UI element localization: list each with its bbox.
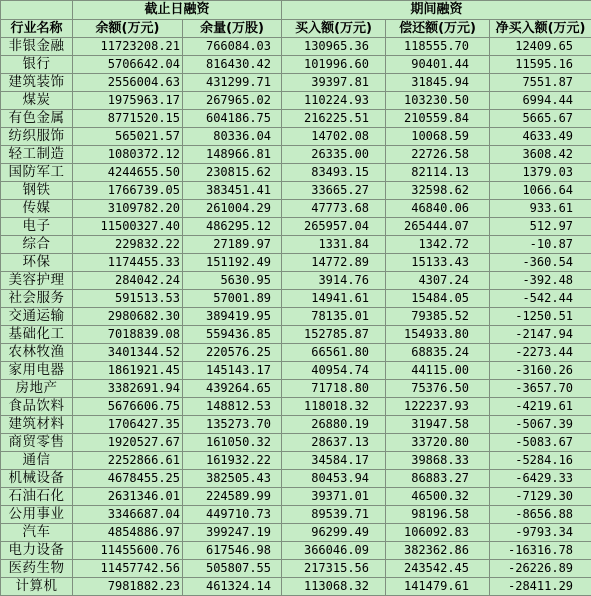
balance-cell: 229832.22 xyxy=(73,236,183,254)
group-header-period: 期间融资 xyxy=(282,1,591,20)
volume-cell: 766084.03 xyxy=(183,38,282,56)
repay-cell: 15133.43 xyxy=(386,254,490,272)
repay-cell: 118555.70 xyxy=(386,38,490,56)
table-row xyxy=(1,92,591,110)
repay-cell: 31947.58 xyxy=(386,416,490,434)
industry-name: 银行 xyxy=(1,56,73,74)
repay-cell: 103230.50 xyxy=(386,92,490,110)
buy-cell: 26335.00 xyxy=(282,146,386,164)
repay-cell: 90401.44 xyxy=(386,56,490,74)
net-buy-cell: 6994.44 xyxy=(490,92,591,110)
balance-cell: 1174455.33 xyxy=(73,254,183,272)
volume-cell: 161050.32 xyxy=(183,434,282,452)
column-header-repay: 偿还额(万元) xyxy=(386,20,490,38)
repay-cell: 86883.27 xyxy=(386,470,490,488)
net-buy-cell: -28411.29 xyxy=(490,578,591,596)
buy-cell: 14941.61 xyxy=(282,290,386,308)
net-buy-cell: -5083.67 xyxy=(490,434,591,452)
table-row xyxy=(1,200,591,218)
volume-cell: 439264.65 xyxy=(183,380,282,398)
volume-cell: 267965.02 xyxy=(183,92,282,110)
balance-cell: 3382691.94 xyxy=(73,380,183,398)
balance-cell: 2556004.63 xyxy=(73,74,183,92)
buy-cell: 113068.32 xyxy=(282,578,386,596)
industry-name: 轻工制造 xyxy=(1,146,73,164)
volume-cell: 5630.95 xyxy=(183,272,282,290)
net-buy-cell: -2147.94 xyxy=(490,326,591,344)
balance-cell: 1706427.35 xyxy=(73,416,183,434)
industry-name: 房地产 xyxy=(1,380,73,398)
column-header-net-buy: 净买入额(万元) xyxy=(490,20,591,38)
table-row xyxy=(1,452,591,470)
industry-name: 国防军工 xyxy=(1,164,73,182)
repay-cell: 382362.86 xyxy=(386,542,490,560)
net-buy-cell: -2273.44 xyxy=(490,344,591,362)
table-row xyxy=(1,398,591,416)
net-buy-cell: -392.48 xyxy=(490,272,591,290)
table-row xyxy=(1,182,591,200)
buy-cell: 118018.32 xyxy=(282,398,386,416)
repay-cell: 243542.45 xyxy=(386,560,490,578)
balance-cell: 4854886.97 xyxy=(73,524,183,542)
volume-cell: 220576.25 xyxy=(183,344,282,362)
repay-cell: 15484.05 xyxy=(386,290,490,308)
volume-cell: 27189.97 xyxy=(183,236,282,254)
balance-cell: 1861921.45 xyxy=(73,362,183,380)
buy-cell: 80453.94 xyxy=(282,470,386,488)
volume-cell: 559436.85 xyxy=(183,326,282,344)
repay-cell: 32598.62 xyxy=(386,182,490,200)
table-row xyxy=(1,164,591,182)
volume-cell: 617546.98 xyxy=(183,542,282,560)
buy-cell: 39397.81 xyxy=(282,74,386,92)
volume-cell: 145143.17 xyxy=(183,362,282,380)
industry-name: 电力设备 xyxy=(1,542,73,560)
balance-cell: 11455600.76 xyxy=(73,542,183,560)
industry-name: 家用电器 xyxy=(1,362,73,380)
buy-cell: 366046.09 xyxy=(282,542,386,560)
industry-name: 交通运输 xyxy=(1,308,73,326)
industry-name: 有色金属 xyxy=(1,110,73,128)
table-row xyxy=(1,470,591,488)
repay-cell: 98196.58 xyxy=(386,506,490,524)
table-row xyxy=(1,74,591,92)
net-buy-cell: -1250.51 xyxy=(490,308,591,326)
table-row xyxy=(1,308,591,326)
net-buy-cell: -10.87 xyxy=(490,236,591,254)
repay-cell: 10068.59 xyxy=(386,128,490,146)
net-buy-cell: 4633.49 xyxy=(490,128,591,146)
net-buy-cell: 11595.16 xyxy=(490,56,591,74)
balance-cell: 3401344.52 xyxy=(73,344,183,362)
net-buy-cell: -5067.39 xyxy=(490,416,591,434)
balance-cell: 1975963.17 xyxy=(73,92,183,110)
buy-cell: 130965.36 xyxy=(282,38,386,56)
table-row xyxy=(1,380,591,398)
net-buy-cell: 5665.67 xyxy=(490,110,591,128)
buy-cell: 89539.71 xyxy=(282,506,386,524)
column-header-volume: 余量(万股) xyxy=(183,20,282,38)
industry-name: 机械设备 xyxy=(1,470,73,488)
buy-cell: 14702.08 xyxy=(282,128,386,146)
table-row xyxy=(1,434,591,452)
volume-cell: 486295.12 xyxy=(183,218,282,236)
table-row xyxy=(1,344,591,362)
repay-cell: 75376.50 xyxy=(386,380,490,398)
repay-cell: 265444.07 xyxy=(386,218,490,236)
balance-cell: 5676606.75 xyxy=(73,398,183,416)
volume-cell: 389419.95 xyxy=(183,308,282,326)
net-buy-cell: -9793.34 xyxy=(490,524,591,542)
repay-cell: 4307.24 xyxy=(386,272,490,290)
table-row xyxy=(1,542,591,560)
table-row xyxy=(1,146,591,164)
industry-name: 综合 xyxy=(1,236,73,254)
buy-cell: 39371.01 xyxy=(282,488,386,506)
repay-cell: 154933.80 xyxy=(386,326,490,344)
buy-cell: 265957.04 xyxy=(282,218,386,236)
volume-cell: 80336.04 xyxy=(183,128,282,146)
buy-cell: 216225.51 xyxy=(282,110,386,128)
net-buy-cell: 512.97 xyxy=(490,218,591,236)
volume-cell: 135273.70 xyxy=(183,416,282,434)
table-row xyxy=(1,560,591,578)
column-header-row xyxy=(1,20,591,38)
buy-cell: 34584.17 xyxy=(282,452,386,470)
volume-cell: 431299.71 xyxy=(183,74,282,92)
balance-cell: 1920527.67 xyxy=(73,434,183,452)
table-row xyxy=(1,326,591,344)
industry-name: 纺织服饰 xyxy=(1,128,73,146)
buy-cell: 217315.56 xyxy=(282,560,386,578)
buy-cell: 66561.80 xyxy=(282,344,386,362)
group-header-row xyxy=(1,1,591,20)
industry-name: 农林牧渔 xyxy=(1,344,73,362)
table-body xyxy=(1,38,591,596)
industry-name: 医药生物 xyxy=(1,560,73,578)
net-buy-cell: -542.44 xyxy=(490,290,591,308)
table-row xyxy=(1,578,591,596)
net-buy-cell: 12409.65 xyxy=(490,38,591,56)
balance-cell: 3346687.04 xyxy=(73,506,183,524)
volume-cell: 148812.53 xyxy=(183,398,282,416)
buy-cell: 110224.93 xyxy=(282,92,386,110)
buy-cell: 3914.76 xyxy=(282,272,386,290)
net-buy-cell: -3657.70 xyxy=(490,380,591,398)
volume-cell: 148966.81 xyxy=(183,146,282,164)
balance-cell: 11457742.56 xyxy=(73,560,183,578)
group-header-blank xyxy=(1,1,73,20)
repay-cell: 46500.32 xyxy=(386,488,490,506)
repay-cell: 82114.13 xyxy=(386,164,490,182)
net-buy-cell: 1379.03 xyxy=(490,164,591,182)
net-buy-cell: -3160.26 xyxy=(490,362,591,380)
buy-cell: 152785.87 xyxy=(282,326,386,344)
table-row xyxy=(1,254,591,272)
repay-cell: 46840.06 xyxy=(386,200,490,218)
industry-name: 建筑材料 xyxy=(1,416,73,434)
net-buy-cell: -4219.61 xyxy=(490,398,591,416)
net-buy-cell: -26226.89 xyxy=(490,560,591,578)
volume-cell: 604186.75 xyxy=(183,110,282,128)
industry-name: 商贸零售 xyxy=(1,434,73,452)
table-row xyxy=(1,506,591,524)
table-row xyxy=(1,290,591,308)
volume-cell: 261004.29 xyxy=(183,200,282,218)
repay-cell: 122237.93 xyxy=(386,398,490,416)
buy-cell: 28637.13 xyxy=(282,434,386,452)
column-header-industry: 行业名称 xyxy=(1,20,73,38)
balance-cell: 2980682.30 xyxy=(73,308,183,326)
repay-cell: 68835.24 xyxy=(386,344,490,362)
industry-name: 电子 xyxy=(1,218,73,236)
net-buy-cell: -8656.88 xyxy=(490,506,591,524)
buy-cell: 1331.84 xyxy=(282,236,386,254)
net-buy-cell: -7129.30 xyxy=(490,488,591,506)
buy-cell: 101996.60 xyxy=(282,56,386,74)
industry-name: 公用事业 xyxy=(1,506,73,524)
table-row xyxy=(1,272,591,290)
volume-cell: 505807.55 xyxy=(183,560,282,578)
net-buy-cell: -5284.16 xyxy=(490,452,591,470)
repay-cell: 1342.72 xyxy=(386,236,490,254)
buy-cell: 40954.74 xyxy=(282,362,386,380)
volume-cell: 399247.19 xyxy=(183,524,282,542)
table-row xyxy=(1,110,591,128)
balance-cell: 2631346.01 xyxy=(73,488,183,506)
repay-cell: 22726.58 xyxy=(386,146,490,164)
volume-cell: 224589.99 xyxy=(183,488,282,506)
column-header-buy: 买入额(万元) xyxy=(282,20,386,38)
table-row xyxy=(1,56,591,74)
balance-cell: 4244655.50 xyxy=(73,164,183,182)
industry-name: 计算机 xyxy=(1,578,73,596)
volume-cell: 461324.14 xyxy=(183,578,282,596)
table-row xyxy=(1,128,591,146)
balance-cell: 591513.53 xyxy=(73,290,183,308)
group-header-end-date: 截止日融资 xyxy=(73,1,282,20)
net-buy-cell: 7551.87 xyxy=(490,74,591,92)
repay-cell: 106092.83 xyxy=(386,524,490,542)
industry-name: 非银金融 xyxy=(1,38,73,56)
volume-cell: 57001.89 xyxy=(183,290,282,308)
repay-cell: 33720.80 xyxy=(386,434,490,452)
repay-cell: 44115.00 xyxy=(386,362,490,380)
balance-cell: 7018839.08 xyxy=(73,326,183,344)
repay-cell: 141479.61 xyxy=(386,578,490,596)
industry-name: 建筑装饰 xyxy=(1,74,73,92)
buy-cell: 26880.19 xyxy=(282,416,386,434)
volume-cell: 230815.62 xyxy=(183,164,282,182)
buy-cell: 71718.80 xyxy=(282,380,386,398)
table-row xyxy=(1,38,591,56)
industry-name: 石油石化 xyxy=(1,488,73,506)
volume-cell: 161932.22 xyxy=(183,452,282,470)
net-buy-cell: 3608.42 xyxy=(490,146,591,164)
balance-cell: 7981882.23 xyxy=(73,578,183,596)
balance-cell: 5706642.04 xyxy=(73,56,183,74)
buy-cell: 96299.49 xyxy=(282,524,386,542)
buy-cell: 47773.68 xyxy=(282,200,386,218)
net-buy-cell: 933.61 xyxy=(490,200,591,218)
column-header-balance: 余额(万元) xyxy=(73,20,183,38)
repay-cell: 31845.94 xyxy=(386,74,490,92)
table-row xyxy=(1,362,591,380)
repay-cell: 210559.84 xyxy=(386,110,490,128)
industry-name: 环保 xyxy=(1,254,73,272)
industry-name: 钢铁 xyxy=(1,182,73,200)
balance-cell: 1080372.12 xyxy=(73,146,183,164)
buy-cell: 83493.15 xyxy=(282,164,386,182)
balance-cell: 1766739.05 xyxy=(73,182,183,200)
industry-name: 通信 xyxy=(1,452,73,470)
table-row xyxy=(1,416,591,434)
balance-cell: 3109782.20 xyxy=(73,200,183,218)
industry-name: 汽车 xyxy=(1,524,73,542)
net-buy-cell: -360.54 xyxy=(490,254,591,272)
balance-cell: 565021.57 xyxy=(73,128,183,146)
industry-name: 食品饮料 xyxy=(1,398,73,416)
volume-cell: 151192.49 xyxy=(183,254,282,272)
net-buy-cell: 1066.64 xyxy=(490,182,591,200)
buy-cell: 78135.01 xyxy=(282,308,386,326)
buy-cell: 33665.27 xyxy=(282,182,386,200)
volume-cell: 449710.73 xyxy=(183,506,282,524)
net-buy-cell: -6429.33 xyxy=(490,470,591,488)
table-row xyxy=(1,524,591,542)
volume-cell: 383451.41 xyxy=(183,182,282,200)
buy-cell: 14772.89 xyxy=(282,254,386,272)
industry-name: 传媒 xyxy=(1,200,73,218)
balance-cell: 11723208.21 xyxy=(73,38,183,56)
volume-cell: 382505.43 xyxy=(183,470,282,488)
balance-cell: 2252866.61 xyxy=(73,452,183,470)
table-row xyxy=(1,488,591,506)
net-buy-cell: -16316.78 xyxy=(490,542,591,560)
repay-cell: 39868.33 xyxy=(386,452,490,470)
balance-cell: 4678455.25 xyxy=(73,470,183,488)
balance-cell: 284042.24 xyxy=(73,272,183,290)
industry-name: 基础化工 xyxy=(1,326,73,344)
table-row xyxy=(1,236,591,254)
balance-cell: 11500327.40 xyxy=(73,218,183,236)
balance-cell: 8771520.15 xyxy=(73,110,183,128)
repay-cell: 79385.52 xyxy=(386,308,490,326)
industry-name: 煤炭 xyxy=(1,92,73,110)
industry-name: 美容护理 xyxy=(1,272,73,290)
industry-name: 社会服务 xyxy=(1,290,73,308)
table-row xyxy=(1,218,591,236)
volume-cell: 816430.42 xyxy=(183,56,282,74)
